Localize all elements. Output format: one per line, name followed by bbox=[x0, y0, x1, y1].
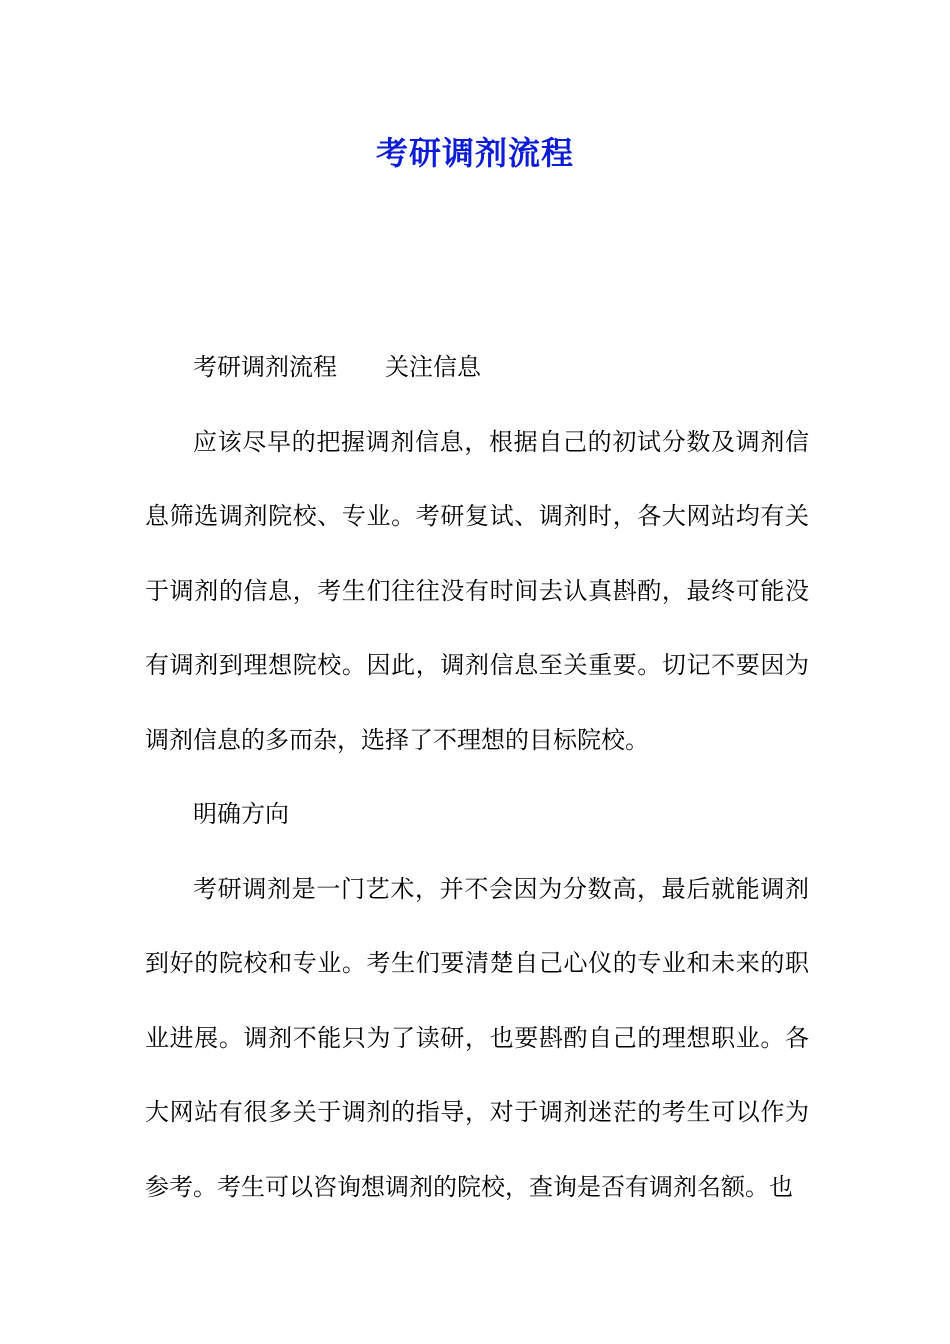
document-body bbox=[145, 330, 809, 1224]
paragraph-1: 应该尽早的把握调剂信息，根据自己的初试分数及调剂信息筛选调剂院校、专业。考研复试、调剂时，各大网站均有关于调剂的信息，考生们往往没有时间去认真斟酌，最终可能没有调剂到理想院校。因此，调剂信息至关重要。切记不要因为调剂信息的多而杂，选择了不理想的目标院校。 bbox=[145, 427, 809, 754]
section-heading: 考研调剂流程 bbox=[193, 353, 337, 381]
paragraph-2-heading: 明确方向 bbox=[193, 800, 289, 828]
document-title: 考研调剂流程 bbox=[375, 134, 574, 172]
section-subheading: 关注信息 bbox=[385, 353, 481, 381]
section-heading-line bbox=[145, 330, 809, 405]
paragraph-3: 考研调剂是一门艺术，并不会因为分数高，最后就能调剂到好的院校和专业。考生们要清楚自己心仪的专业和未来的职业进展。调剂不能只为了读研，也要斟酌自己的理想职业。各大网站有很多关于调剂的指导，对于调剂迷茫的考生可以作为参考。考生可以咨询想调剂的院校，查询是否有调剂名额。也 bbox=[145, 874, 809, 1201]
